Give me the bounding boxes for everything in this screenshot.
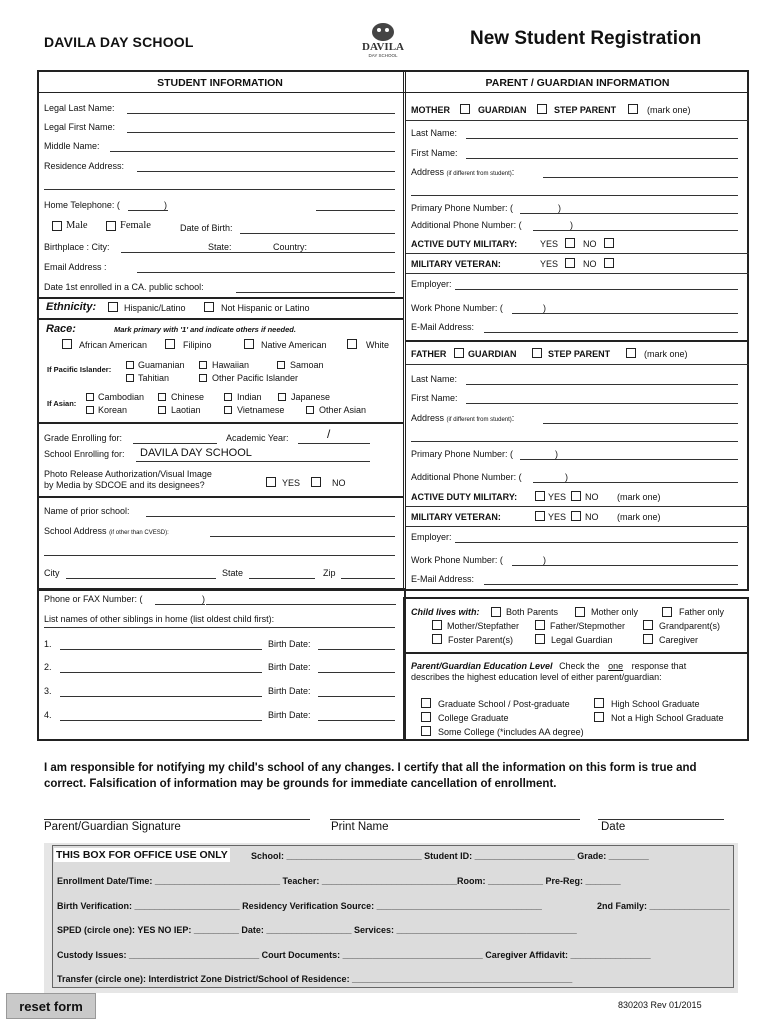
father-veteran-mark-one: (mark one) xyxy=(617,512,661,522)
mother-work-phone-label: Work Phone Number: ( xyxy=(411,303,503,313)
grandparents-checkbox[interactable] xyxy=(643,620,653,630)
female-label: Female xyxy=(120,220,151,231)
father-additional-phone-field[interactable] xyxy=(533,482,738,483)
father-primary-phone-field[interactable] xyxy=(520,459,738,460)
mother-only-label: Mother only xyxy=(591,607,639,617)
education-response-text: response that xyxy=(631,661,687,671)
mother-primary-phone-label: Primary Phone Number: ( xyxy=(411,203,514,213)
college-graduate-checkbox[interactable] xyxy=(421,712,431,722)
guardian-label: GUARDIAN xyxy=(478,105,527,115)
office-second-family: 2nd Family: ________________ xyxy=(597,901,730,911)
ethnicity-rule-bottom xyxy=(38,318,403,320)
date-of-birth-label: Date of Birth: xyxy=(180,223,233,233)
photo-release-yes-label: YES xyxy=(282,478,301,488)
siblings-frame xyxy=(37,588,406,741)
section-header-rule xyxy=(37,92,749,93)
sibling-birth-date-3[interactable] xyxy=(318,696,395,697)
reset-form-button[interactable]: reset form xyxy=(6,993,96,1019)
mother-email-label: E-Mail Address: xyxy=(411,322,475,332)
white-checkbox[interactable] xyxy=(347,339,357,349)
date-label: Date xyxy=(601,821,626,833)
step-parent-checkbox[interactable] xyxy=(628,104,638,114)
sibling-name-2[interactable] xyxy=(60,672,262,673)
office-custody-row: Custody Issues: __________________________ Court Documents: ____________________________ Caregiver Affidavit: ________________ xyxy=(57,950,651,960)
tahitian-checkbox[interactable] xyxy=(126,374,134,382)
father-address-text: Address xyxy=(411,413,445,423)
japanese-label: Japanese xyxy=(291,392,331,402)
form-title: New Student Registration xyxy=(470,28,702,49)
print-name-label: Print Name xyxy=(331,821,389,833)
home-telephone-close: ) xyxy=(164,200,167,210)
father-only-label: Father only xyxy=(679,607,725,617)
photo-release-label-1: Photo Release Authorization/Visual Image xyxy=(44,469,212,479)
japanese-checkbox[interactable] xyxy=(278,393,286,401)
father-active-duty-no-label: NO xyxy=(585,492,599,502)
residence-address-label: Residence Address: xyxy=(44,161,125,171)
not-high-school-checkbox[interactable] xyxy=(594,712,604,722)
father-work-phone-close: ) xyxy=(543,555,546,565)
photo-release-no-label: NO xyxy=(332,478,346,488)
legal-first-name-field[interactable] xyxy=(127,132,395,133)
school-state-field[interactable] xyxy=(249,578,315,579)
office-birth-verification-row: Birth Verification: _____________________ Residency Verification Source: _________________________________ xyxy=(57,901,542,911)
father-veteran-yes-checkbox[interactable] xyxy=(535,511,545,521)
if-pacific-label: If Pacific Islander: xyxy=(47,365,112,374)
father-address-label xyxy=(411,412,514,426)
father-email-label: E-Mail Address: xyxy=(411,574,475,584)
father-work-phone-field[interactable] xyxy=(512,565,738,566)
home-telephone-field[interactable] xyxy=(316,210,395,211)
chinese-checkbox[interactable] xyxy=(158,393,166,401)
father-veteran-yes-label: YES xyxy=(548,512,567,522)
father-primary-phone-label: Primary Phone Number: ( xyxy=(411,449,514,459)
mother-veteran-rule xyxy=(406,273,749,274)
some-college-checkbox[interactable] xyxy=(421,726,431,736)
residence-address-line2[interactable] xyxy=(44,189,395,190)
mother-work-phone-close: ) xyxy=(543,303,546,313)
race-instructions: Mark primary with '1' and indicate others if needed. xyxy=(114,325,296,334)
sibling-birth-date-label-1: Birth Date: xyxy=(268,639,311,649)
sibling-birth-date-4[interactable] xyxy=(318,720,395,721)
school-name: DAVILA DAY SCHOOL xyxy=(44,34,194,50)
if-asian-label: If Asian: xyxy=(47,399,77,408)
high-school-graduate-checkbox[interactable] xyxy=(594,698,604,708)
samoan-label: Samoan xyxy=(290,360,324,370)
child-lives-with-label: Child lives with: xyxy=(411,607,480,617)
father-guardian-label: GUARDIAN xyxy=(468,349,517,359)
father-work-phone-label: Work Phone Number: ( xyxy=(411,555,503,565)
mother-checkbox[interactable] xyxy=(460,104,470,114)
phone-fax-area[interactable] xyxy=(155,604,205,605)
date-of-birth-field[interactable] xyxy=(240,233,395,234)
phone-fax-close: ) xyxy=(202,594,205,604)
siblings-label: List names of other siblings in home (list oldest child first): xyxy=(44,614,275,624)
mother-address-label xyxy=(411,166,514,180)
sibling-birth-date-1[interactable] xyxy=(318,649,395,650)
father-primary-phone-close: ) xyxy=(555,449,558,459)
date-enrolled-field[interactable] xyxy=(236,292,395,293)
filipino-label: Filipino xyxy=(183,340,212,350)
hispanic-checkbox[interactable] xyxy=(108,302,118,312)
father-military-rule xyxy=(406,506,749,507)
korean-checkbox[interactable] xyxy=(86,406,94,414)
prior-school-field[interactable] xyxy=(146,516,395,517)
grade-enrolling-label: Grade Enrolling for: xyxy=(44,433,123,443)
mother-work-phone-field[interactable] xyxy=(512,313,738,314)
mother-veteran-yes-label: YES xyxy=(540,259,559,269)
education-level-label: Parent/Guardian Education Level xyxy=(411,661,553,671)
mother-address-text: Address xyxy=(411,167,445,177)
female-checkbox[interactable] xyxy=(106,221,116,231)
mother-employer-field[interactable] xyxy=(455,289,738,290)
sibling-birth-date-label-2: Birth Date: xyxy=(268,662,311,672)
education-check-text: Check the xyxy=(559,661,600,671)
education-one-text: one xyxy=(608,661,624,671)
cambodian-checkbox[interactable] xyxy=(86,393,94,401)
guamanian-checkbox[interactable] xyxy=(126,361,134,369)
sibling-number-4: 4. xyxy=(44,710,52,720)
indian-label: Indian xyxy=(237,392,262,402)
vietnamese-label: Vietnamese xyxy=(237,405,285,415)
samoan-checkbox[interactable] xyxy=(277,361,285,369)
foster-parents-checkbox[interactable] xyxy=(432,634,442,644)
logo-subtext: DAY SCHOOL xyxy=(368,53,398,58)
mother-veteran-no-label: NO xyxy=(583,259,597,269)
male-checkbox[interactable] xyxy=(52,221,62,231)
school-address-text: School Address xyxy=(44,526,107,536)
father-active-duty-mark-one: (mark one) xyxy=(617,492,661,502)
father-stepmother-checkbox[interactable] xyxy=(535,620,545,630)
vietnamese-checkbox[interactable] xyxy=(224,406,232,414)
father-address-field[interactable] xyxy=(543,423,738,424)
school-zip-field[interactable] xyxy=(341,578,395,579)
laotian-checkbox[interactable] xyxy=(158,406,166,414)
date-line[interactable] xyxy=(598,819,724,820)
date-enrolled-label: Date 1st enrolled in a CA. public school: xyxy=(44,282,204,292)
father-first-name-field[interactable] xyxy=(466,403,738,404)
legal-first-name-label: Legal First Name: xyxy=(44,122,116,132)
sibling-birth-date-label-4: Birth Date: xyxy=(268,710,311,720)
caregiver-label: Caregiver xyxy=(659,635,699,645)
laotian-label: Laotian xyxy=(171,405,201,415)
sibling-name-4[interactable] xyxy=(60,720,262,721)
birthplace-state-label: State: xyxy=(208,242,232,252)
other-asian-label: Other Asian xyxy=(319,405,367,415)
mother-military-rule xyxy=(406,253,749,254)
office-transfer-row: Transfer (circle one): Interdistrict Zone District/School of Residence: ____________________________________________ xyxy=(57,974,573,984)
grade-enrolling-field[interactable] xyxy=(133,443,217,444)
photo-release-yes-checkbox[interactable] xyxy=(266,477,276,487)
office-use-box xyxy=(52,845,734,988)
signature-label: Parent/Guardian Signature xyxy=(44,821,181,833)
both-parents-label: Both Parents xyxy=(506,607,559,617)
mother-mark-one: (mark one) xyxy=(647,105,691,115)
sibling-number-3: 3. xyxy=(44,686,52,696)
school-city-field[interactable] xyxy=(66,578,216,579)
revision-number: 830203 Rev 01/2015 xyxy=(618,1000,702,1010)
father-active-duty-no-checkbox[interactable] xyxy=(571,491,581,501)
sibling-number-1: 1. xyxy=(44,639,52,649)
other-asian-checkbox[interactable] xyxy=(306,406,314,414)
father-guardian-checkbox[interactable] xyxy=(532,348,542,358)
african-american-label: African American xyxy=(79,340,148,350)
college-graduate-label: College Graduate xyxy=(438,713,509,723)
both-parents-checkbox[interactable] xyxy=(491,607,501,617)
school-enrolling-value[interactable]: DAVILA DAY SCHOOL xyxy=(140,447,252,459)
academic-year-field[interactable] xyxy=(298,443,370,444)
male-label: Male xyxy=(66,220,88,231)
chinese-label: Chinese xyxy=(171,392,205,402)
mother-address-line2[interactable] xyxy=(411,195,738,196)
father-veteran-rule xyxy=(406,526,749,527)
not-high-school-label: Not a High School Graduate xyxy=(611,713,724,723)
education-rule xyxy=(406,652,749,654)
some-college-label: Some College (*includes AA degree) xyxy=(438,727,584,737)
mother-primary-phone-close: ) xyxy=(558,203,561,213)
father-label: FATHER xyxy=(411,349,447,359)
certification-notice: I am responsible for notifying my child's school of any changes. I certify that all the information on this form is true and correct. Falsification of information may be grounds for immediate cancellation of enrollment. xyxy=(44,762,697,790)
mother-label: MOTHER xyxy=(411,105,450,115)
mother-stepfather-label: Mother/Stepfather xyxy=(447,621,520,631)
photo-release-rule xyxy=(38,496,403,498)
father-step-parent-checkbox[interactable] xyxy=(626,348,636,358)
foster-parents-label: Foster Parent(s) xyxy=(448,635,514,645)
mother-active-duty-no-label: NO xyxy=(583,239,597,249)
sibling-birth-date-label-3: Birth Date: xyxy=(268,686,311,696)
mother-only-checkbox[interactable] xyxy=(575,607,585,617)
mother-first-name-field[interactable] xyxy=(466,158,738,159)
mother-last-name-label: Last Name: xyxy=(411,128,458,138)
african-american-checkbox[interactable] xyxy=(62,339,72,349)
sibling-birth-date-2[interactable] xyxy=(318,672,395,673)
office-sped-row: SPED (circle one): YES NO IEP: _________ Date: _________________ Services: ____________________________________ xyxy=(57,925,577,935)
school-logo xyxy=(350,22,416,58)
father-veteran-label: MILITARY VETERAN: xyxy=(411,512,501,522)
mother-stepfather-checkbox[interactable] xyxy=(432,620,442,630)
father-address-line2[interactable] xyxy=(411,441,738,442)
office-enrollment-row: Enrollment Date/Time: _________________________ Teacher: ___________________________Room: ___________ Pre-Reg: _______ xyxy=(57,876,621,886)
residence-address-field[interactable] xyxy=(137,171,395,172)
home-telephone-label: Home Telephone: ( xyxy=(44,200,120,210)
prior-school-label: Name of prior school: xyxy=(44,506,130,516)
mother-address-field[interactable] xyxy=(543,177,738,178)
academic-year-label: Academic Year: xyxy=(226,433,289,443)
guamanian-label: Guamanian xyxy=(138,360,185,370)
education-line-2: describes the highest education level of either parent/guardian: xyxy=(411,672,662,682)
father-last-name-label: Last Name: xyxy=(411,374,458,384)
office-use-title: THIS BOX FOR OFFICE USE ONLY xyxy=(56,849,228,861)
mother-additional-phone-field[interactable] xyxy=(533,230,738,231)
father-active-duty-yes-checkbox[interactable] xyxy=(535,491,545,501)
high-school-graduate-label: High School Graduate xyxy=(611,699,700,709)
father-checkbox[interactable] xyxy=(454,348,464,358)
other-pacific-checkbox[interactable] xyxy=(199,374,207,382)
birthplace-country-label: Country: xyxy=(273,242,308,252)
father-address-colon: : xyxy=(511,413,515,423)
graduate-school-checkbox[interactable] xyxy=(421,698,431,708)
mother-address-colon: : xyxy=(511,167,515,177)
school-city-label: City xyxy=(44,568,60,578)
father-step-parent-label: STEP PARENT xyxy=(548,349,611,359)
birthplace-city-field[interactable] xyxy=(121,252,395,253)
school-state-label: State xyxy=(222,568,244,578)
father-veteran-no-checkbox[interactable] xyxy=(571,511,581,521)
signature-line[interactable] xyxy=(44,819,310,820)
father-additional-phone-label: Additional Phone Number: ( xyxy=(411,472,522,482)
ethnicity-rule-top xyxy=(38,297,403,299)
school-enrolling-field xyxy=(136,461,370,462)
student-section-title: STUDENT INFORMATION xyxy=(157,77,283,89)
tahitian-label: Tahitian xyxy=(138,373,170,383)
mother-additional-phone-label: Additional Phone Number: ( xyxy=(411,220,522,230)
parent-section-title: PARENT / GUARDIAN INFORMATION xyxy=(485,77,670,89)
hawaiian-checkbox[interactable] xyxy=(199,361,207,369)
school-address-label xyxy=(44,525,169,539)
school-enrolling-label: School Enrolling for: xyxy=(44,449,125,459)
office-school-row: School: ___________________________ Student ID: ____________________ Grade: ________ xyxy=(251,851,649,861)
student-email-label: Email Address : xyxy=(44,262,107,272)
father-mark-one: (mark one) xyxy=(644,349,688,359)
hispanic-label: Hispanic/Latino xyxy=(124,303,186,313)
phone-fax-label: Phone or FAX Number: ( xyxy=(44,594,143,604)
sibling-name-1[interactable] xyxy=(60,649,262,650)
legal-last-name-label: Legal Last Name: xyxy=(44,103,115,113)
middle-name-label: Middle Name: xyxy=(44,141,100,151)
academic-year-sep: / xyxy=(327,427,331,441)
graduate-school-label: Graduate School / Post-graduate xyxy=(438,699,570,709)
birthplace-city-label: Birthplace : City: xyxy=(44,242,110,252)
home-telephone-area[interactable] xyxy=(128,210,168,211)
school-address-note: (if other than CVESD): xyxy=(109,530,169,536)
father-active-duty-yes-label: YES xyxy=(548,492,567,502)
column-divider xyxy=(403,70,406,591)
photo-release-label-2: by Media by SDCOE and its designees? xyxy=(44,480,205,490)
father-last-name-field[interactable] xyxy=(466,384,738,385)
father-stepmother-label: Father/Stepmother xyxy=(550,621,626,631)
korean-label: Korean xyxy=(98,405,128,415)
mother-veteran-yes-checkbox[interactable] xyxy=(565,258,575,268)
caregiver-checkbox[interactable] xyxy=(643,634,653,644)
father-section-rule xyxy=(406,340,749,342)
mother-additional-phone-close: ) xyxy=(570,220,573,230)
mother-active-duty-yes-label: YES xyxy=(540,239,559,249)
father-email-field[interactable] xyxy=(484,584,738,585)
mother-employer-label: Employer: xyxy=(411,279,452,289)
father-active-duty-label: ACTIVE DUTY MILITARY: xyxy=(411,492,518,502)
native-american-label: Native American xyxy=(261,340,327,350)
logo-text: DAVILA xyxy=(362,41,404,53)
mother-active-duty-yes-checkbox[interactable] xyxy=(565,238,575,248)
ethnicity-label: Ethnicity: xyxy=(46,301,97,313)
father-header-rule xyxy=(406,364,749,365)
filipino-checkbox[interactable] xyxy=(165,339,175,349)
legal-guardian-checkbox[interactable] xyxy=(535,634,545,644)
other-pacific-label: Other Pacific Islander xyxy=(212,373,299,383)
mother-veteran-label: MILITARY VETERAN: xyxy=(411,259,501,269)
not-hispanic-checkbox[interactable] xyxy=(204,302,214,312)
father-address-note: (if different from student) xyxy=(446,417,512,423)
mother-first-name-label: First Name: xyxy=(411,148,458,158)
father-employer-label: Employer: xyxy=(411,532,452,542)
cambodian-label: Cambodian xyxy=(98,392,145,402)
hawaiian-label: Hawaiian xyxy=(212,360,250,370)
father-only-checkbox[interactable] xyxy=(662,607,672,617)
mother-email-field[interactable] xyxy=(484,332,738,333)
mother-veteran-no-checkbox[interactable] xyxy=(604,258,614,268)
mother-last-name-field[interactable] xyxy=(466,138,738,139)
school-zip-label: Zip xyxy=(323,568,336,578)
phone-fax-field[interactable] xyxy=(206,604,396,605)
not-hispanic-label: Not Hispanic or Latino xyxy=(221,303,310,313)
father-first-name-label: First Name: xyxy=(411,393,458,403)
legal-last-name-field[interactable] xyxy=(127,113,395,114)
mother-primary-phone-field[interactable] xyxy=(520,213,738,214)
step-parent-label: STEP PARENT xyxy=(554,105,617,115)
grandparents-label: Grandparent(s) xyxy=(659,621,721,631)
middle-name-field[interactable] xyxy=(110,151,395,152)
father-veteran-no-label: NO xyxy=(585,512,599,522)
mother-address-note: (if different from student) xyxy=(446,171,512,177)
school-address-line2[interactable] xyxy=(44,555,395,556)
native-american-checkbox[interactable] xyxy=(244,339,254,349)
legal-guardian-label: Legal Guardian xyxy=(551,635,613,645)
siblings-rule xyxy=(44,627,395,628)
mother-active-duty-label: ACTIVE DUTY MILITARY: xyxy=(411,239,518,249)
white-label: White xyxy=(366,340,390,350)
sibling-number-2: 2. xyxy=(44,662,52,672)
photo-release-no-checkbox[interactable] xyxy=(311,477,321,487)
school-address-field[interactable] xyxy=(210,536,395,537)
father-employer-field[interactable] xyxy=(455,542,738,543)
guardian-checkbox[interactable] xyxy=(537,104,547,114)
race-label: Race: xyxy=(46,323,76,335)
indian-checkbox[interactable] xyxy=(224,393,232,401)
sibling-name-3[interactable] xyxy=(60,696,262,697)
print-name-line[interactable] xyxy=(330,819,580,820)
mother-header-rule xyxy=(406,120,749,121)
father-additional-phone-close: ) xyxy=(565,472,568,482)
student-email-field[interactable] xyxy=(137,272,395,273)
mother-active-duty-no-checkbox[interactable] xyxy=(604,238,614,248)
race-rule-bottom xyxy=(38,422,403,424)
